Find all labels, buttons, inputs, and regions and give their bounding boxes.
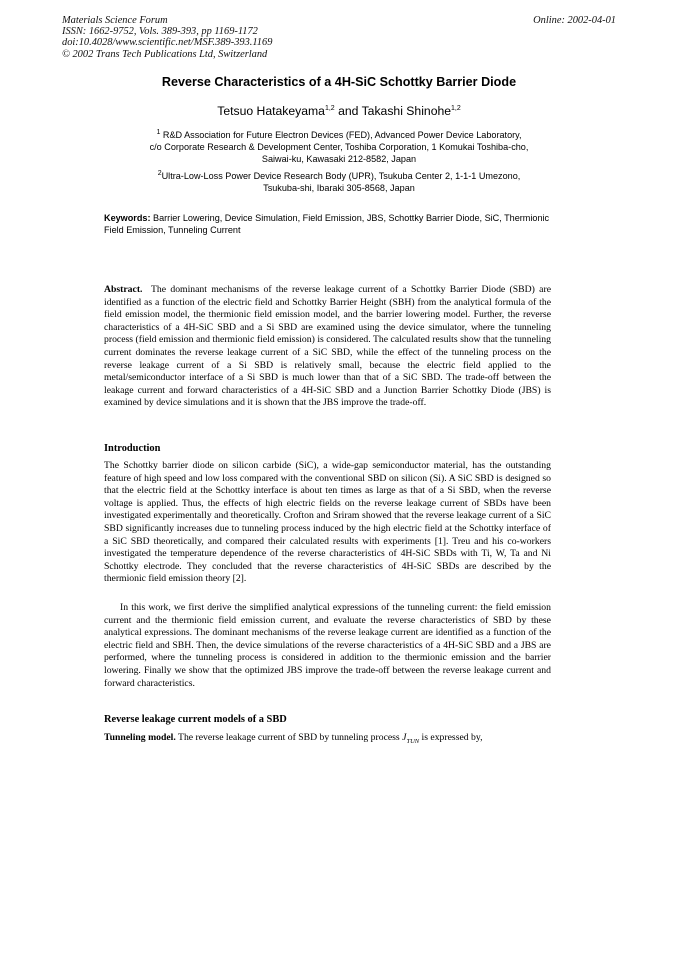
abstract-text: The dominant mechanisms of the reverse leakage current of a Schottky Barrier Diode (SBD) are identified as a function of the electric field and Schottky Barrier Height (SBH) from the analytical formula of the field emission model, the thermionic field emission model, and the barrier lowering model. Further, the reverse characteristics of a 4H-SiC SBD and a Si SBD are examined using the device simulator, where the tunneling process (field emission and thermionic field emission) is considered. The calculated results show that the tunneling current dominates the reverse leakage current of a SiC SBD, while the effect of the tunneling process on the reverse leakage current of a Si SBD is relatively small, because the electric field applied to the metal/semiconductor interface of a Si SBD is much lower than that of a SiC SBD. The trade-off between the leakage current and forward characteristics of a 4H-SiC SBD and a Junction Barrier Schottky Diode (JBS) is examined by device simulations and it is shown that the JBS improve the trade-off. <box>104 284 551 409</box>
journal-name: Materials Science Forum <box>62 15 168 26</box>
introduction-paragraph: The Schottky barrier diode on silicon carbide (SiC), a wide-gap semiconductor material, has the outstanding feature of high speed and low loss compared with the conventional SBD on silicon (Si). A SiC SBD is designed so that the electric field at the Schottky interface is about ten times as large as that of a Si SBD, when the reverse voltage is applied. Thus, the effects of high electric fields on the reverse leakage current of SBDs have been investigated experimentally and theoretically. Crofton and Sriram showed that the reverse leakage current of a SiC SBD significantly increases due to tunneling process induced by the high electric field at the Schottky interface of a SiC SBD theoretically, and compared their calculated results with experiments [1]. Treu and his co-workers investigated the temperature dependence of the reverse characteristics of 4H-SiC SBDs with Ti, W, Ta and Ni Schottky electrode. They concluded that the reverse characteristics of 4H-SiC SBDs are described by the thermionic field emission theory [2]. <box>104 460 551 585</box>
author-joiner: and <box>338 104 359 118</box>
author-name: Tetsuo Hatakeyama <box>217 104 325 118</box>
issn-line: ISSN: 1662-9752, Vols. 389-393, pp 1169-1172 <box>62 26 258 38</box>
copyright-line: © 2002 Trans Tech Publications Ltd, Switzerland <box>62 48 268 60</box>
current-symbol <box>402 732 419 743</box>
affiliation-mark: 1 <box>156 129 161 136</box>
affiliation-1 <box>100 127 578 166</box>
keywords-label: Keywords: <box>104 213 151 223</box>
author-affil-mark: 1,2 <box>451 104 461 112</box>
tunneling-paragraph <box>104 732 551 749</box>
doi-link[interactable]: doi:10.4028/www.scientific.net/MSF.389-393.1169 <box>62 37 273 49</box>
affiliation-line: Saiwai-ku, Kawasaki 212-8582, Japan <box>261 154 417 165</box>
affiliation-line: c/o Corporate Research & Development Center, Toshiba Corporation, 1 Komukai Toshiba-cho, <box>149 142 529 153</box>
author-affil-mark: 1,2 <box>324 104 335 112</box>
introduction-heading: Introduction <box>104 443 161 454</box>
affiliation-line: Tsukuba-shi, Ibaraki 305-8568, Japan <box>263 183 415 194</box>
author-name: Takashi Shinohe <box>361 104 452 118</box>
symbol-subscript: TUN <box>406 737 420 745</box>
tunneling-lead: Tunneling model. <box>104 732 176 743</box>
paper-title: Reverse Characteristics of a 4H-SiC Schottky Barrier Diode <box>161 75 517 89</box>
journal-masthead <box>62 15 272 60</box>
abstract-label: Abstract. <box>104 284 143 295</box>
online-date: Online: 2002-04-01 <box>533 15 616 26</box>
abstract <box>104 284 551 410</box>
affiliation-mark: 2 <box>157 170 162 177</box>
affiliation-line: R&D Association for Future Electron Devices (FED), Advanced Power Device Laboratory, <box>162 130 522 141</box>
tunneling-text: The reverse leakage current of SBD by tunneling process <box>178 732 400 743</box>
keywords-text: Barrier Lowering, Device Simulation, Field Emission, JBS, Schottky Barrier Diode, SiC, Thermionic Field Emission, Tunneling Current <box>104 213 550 236</box>
affiliation-2 <box>100 168 578 194</box>
keywords <box>104 212 564 236</box>
tunneling-text-end: is expressed by, <box>421 732 483 743</box>
introduction-paragraph: In this work, we first derive the simplified analytical expressions of the tunneling current: the field emission current and the thermionic field emission current, and evaluate the reverse characteristics of SBD by these analytical expressions. The dominant mechanisms of the reverse leakage current are identified as a function of the electric field and SBH. Then, the device simulations of the reverse characteristics of a 4H-SiC SBD and a JBS are performed, where the tunneling process is considered in addition to the thermionic emission and the barrier lowering. Finally we show that the optimized JBS improve the trade-off between the reverse leakage current and forward characteristics. <box>104 602 551 689</box>
author-list <box>0 104 678 118</box>
section-heading: Reverse leakage current models of a SBD <box>104 714 287 725</box>
affiliation-line: Ultra-Low-Loss Power Device Research Body (UPR), Tsukuba Center 2, 1-1-1 Umezono, <box>161 171 521 182</box>
symbol-main: J <box>402 732 407 743</box>
